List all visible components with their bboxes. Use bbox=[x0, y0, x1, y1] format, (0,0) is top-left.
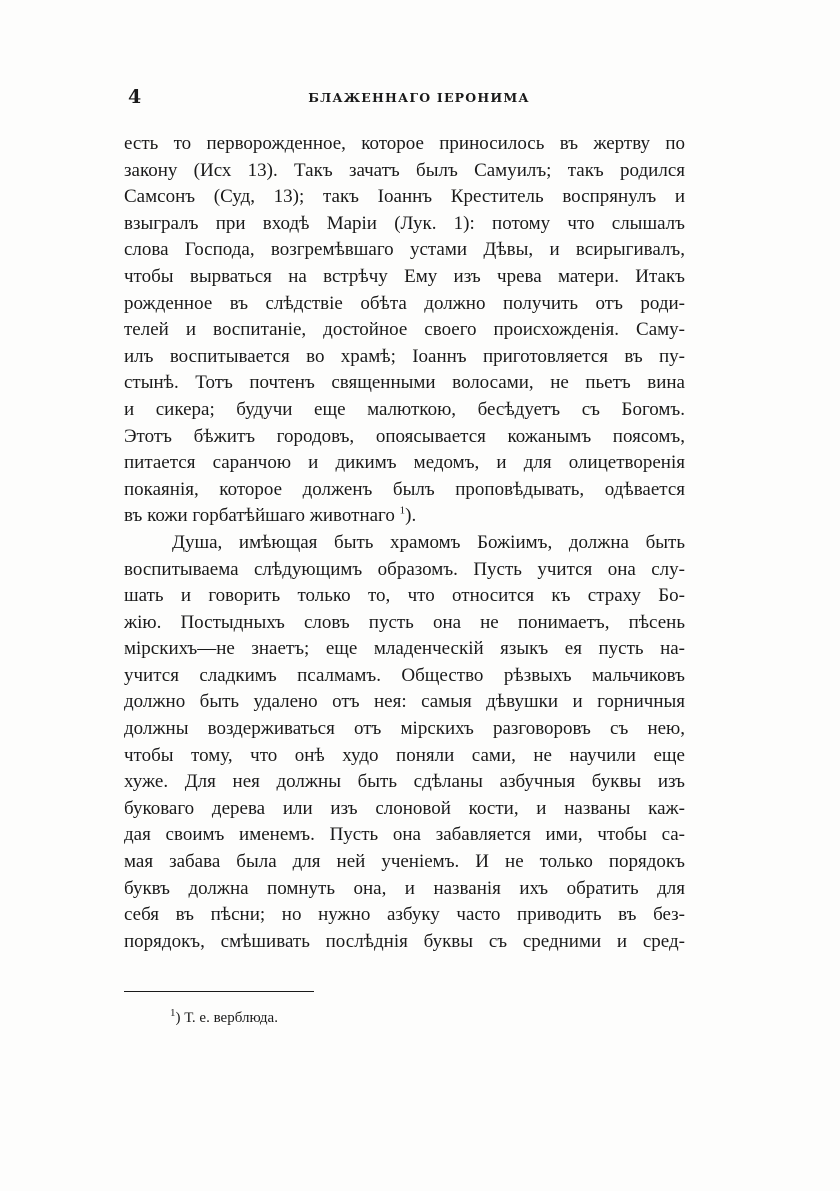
text-line: и сикера; будучи еще малюткою, бесѣдуетъ съ Богомъ. bbox=[124, 398, 685, 420]
text-line: мірскихъ—не знаетъ; еще младенческій языкъ ея пусть на- bbox=[124, 638, 685, 660]
text-line: должно быть удалено отъ нея: самыя дѣвушки и горничныя bbox=[124, 691, 685, 713]
text-line: порядокъ, смѣшивать послѣднія буквы съ средними и сред- bbox=[124, 930, 685, 952]
body-text bbox=[124, 131, 685, 955]
text-line: себя въ пѣсни; но нужно азбуку часто приводить въ без- bbox=[124, 904, 685, 926]
text-line-last bbox=[124, 503, 685, 530]
text-line: Этотъ бѣжитъ городовъ, опоясывается кожанымъ поясомъ, bbox=[124, 425, 685, 447]
text-line: должны воздерживаться отъ мірскихъ разговоровъ съ нею, bbox=[124, 718, 685, 740]
footnote-divider bbox=[124, 991, 314, 992]
text-line: рожденное въ слѣдствіе обѣта должно получить отъ роди- bbox=[124, 292, 685, 314]
text-line: питается саранчою и дикимъ медомъ, и для олицетворенія bbox=[124, 452, 685, 474]
text-line: мая забава была для ней ученіемъ. И не только порядокъ bbox=[124, 851, 685, 873]
text-line: буквъ должна помнуть она, и названія ихъ обратить для bbox=[124, 877, 685, 899]
text-line: Самсонъ (Суд, 13); такъ Іоаннъ Креститель воспрянулъ и bbox=[124, 186, 685, 208]
text-line: слова Господа, возгремѣвшаго устами Дѣвы, и всирыгивалъ, bbox=[124, 239, 685, 261]
footnote bbox=[170, 1007, 278, 1027]
text-line: взыгралъ при входѣ Маріи (Лук. 1): потому что слышалъ bbox=[124, 212, 685, 234]
text-line: покаянія, которое долженъ былъ проповѣдывать, одѣвается bbox=[124, 478, 685, 500]
text-line: есть то перворожденное, которое приносилось въ жертву по bbox=[124, 133, 685, 154]
footnote-text: ) Т. е. верблюда. bbox=[175, 1010, 278, 1026]
text-fragment: ). bbox=[405, 505, 417, 527]
text-line: дая своимъ именемъ. Пусть она забавляется ими, чтобы са- bbox=[124, 824, 685, 846]
footnote-reference: 1 bbox=[399, 504, 406, 517]
running-title: БЛАЖЕННАГО ІЕРОНИМА bbox=[308, 90, 530, 105]
text-line: хуже. Для нея должны быть сдѣланы азбучныя буквы изъ bbox=[124, 771, 685, 793]
text-line: учится сладкимъ псалмамъ. Общество рѣзвыхъ мальчиковъ bbox=[124, 664, 685, 686]
text-line: буковаго дерева или изъ слоновой кости, и названы каж- bbox=[124, 797, 685, 819]
text-line: жію. Постыдныхъ словъ пусть она не понимаетъ, пѣсень bbox=[124, 611, 685, 633]
footnote-marker: 1 bbox=[170, 1007, 176, 1019]
text-line: шать и говорить только то, что относится къ страху Бо- bbox=[124, 585, 685, 607]
text-line: стынѣ. Тотъ почтенъ священными волосами, не пьетъ вина bbox=[124, 372, 685, 394]
text-line: илъ воспитывается во храмѣ; Іоаннъ приготовляется въ пу- bbox=[124, 345, 685, 367]
page-header bbox=[128, 86, 710, 110]
text-line: чтобы тому, что онѣ худо поняли сами, не научили еще bbox=[124, 744, 685, 766]
text-line: чтобы вырваться на встрѣчу Ему изъ чрева матери. Итакъ bbox=[124, 265, 685, 287]
text-line: воспитываема слѣдующимъ образомъ. Пусть учится она слу- bbox=[124, 558, 685, 580]
page-number: 4 bbox=[128, 86, 142, 108]
text-line-indented: Душа, имѣющая быть храмомъ Божіимъ, должна быть bbox=[172, 531, 685, 553]
text-line: закону (Исх 13). Такъ зачатъ былъ Самуилъ; такъ родился bbox=[124, 159, 685, 181]
text-line: телей и воспитаніе, достойное своего происхожденія. Саму- bbox=[124, 319, 685, 341]
text-fragment: въ кожи горбатѣйшаго животнаго bbox=[124, 505, 395, 527]
